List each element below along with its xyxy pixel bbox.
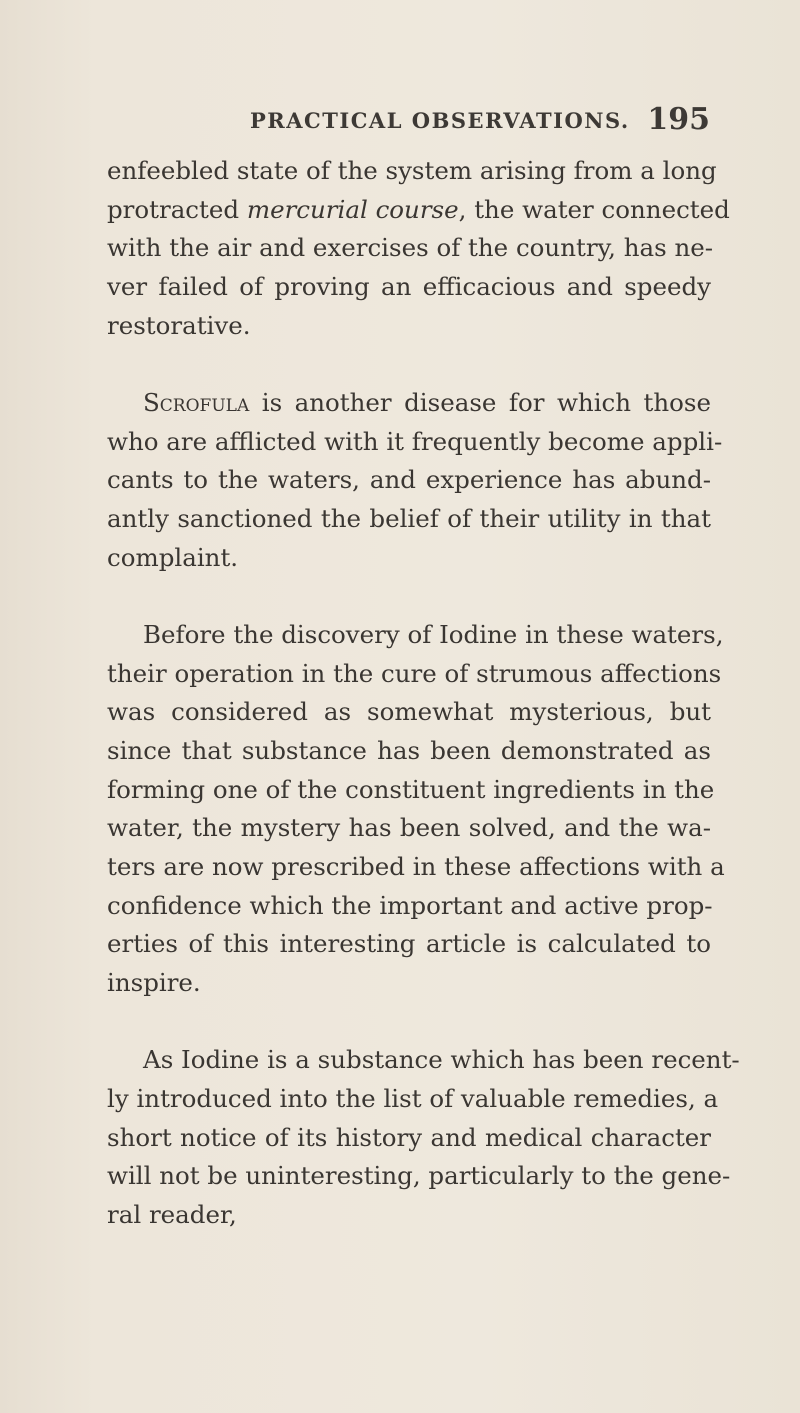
text-line: enfeebled state of the system arising from a long bbox=[107, 156, 717, 185]
text-line: will not be uninteresting, particularly to the gene- bbox=[107, 1161, 731, 1191]
text-line: inspire. bbox=[107, 968, 201, 998]
page-number: 195 bbox=[647, 102, 710, 137]
paragraph bbox=[107, 1041, 740, 1234]
paragraph bbox=[107, 384, 723, 577]
body-text bbox=[107, 152, 740, 1235]
text-line: cants to the waters, and experience has abund- bbox=[107, 465, 711, 495]
running-title: PRACTICAL OBSERVATIONS. bbox=[250, 108, 630, 133]
text-line: complaint. bbox=[107, 542, 239, 572]
text-run: , the water connected bbox=[458, 194, 730, 224]
paragraph bbox=[107, 616, 725, 1003]
text-line: ly introduced into the list of valuable remedies, a bbox=[107, 1083, 719, 1113]
text-line: confidence which the important and active prop- bbox=[107, 890, 713, 920]
text-line: who are afflicted with it frequently become appli- bbox=[107, 426, 723, 456]
text-line: As Iodine is a substance which has been recent- bbox=[143, 1045, 740, 1075]
text-line: ral reader, bbox=[107, 1200, 237, 1229]
text-line: erties of this interesting article is calculated to bbox=[107, 929, 711, 959]
text-line: since that substance has been demonstrated as bbox=[107, 735, 711, 765]
italic-run: mercurial course bbox=[246, 194, 459, 224]
text-line: restorative. bbox=[107, 310, 251, 340]
paragraph bbox=[107, 152, 730, 345]
text-line: water, the mystery has been solved, and the wa- bbox=[107, 813, 711, 843]
text-line: forming one of the constituent ingredients in the bbox=[107, 774, 715, 804]
text-line: Before the discovery of Iodine in these waters, bbox=[143, 619, 724, 649]
page-header bbox=[250, 102, 710, 142]
text-line: ters are now prescribed in these affections with a bbox=[107, 852, 725, 881]
text-run: protracted bbox=[107, 194, 247, 224]
text-line: with the air and exercises of the country, has ne- bbox=[107, 233, 714, 263]
text-line: antly sanctioned the belief of their utility in that bbox=[107, 504, 711, 533]
text-run: is another disease for which those bbox=[249, 387, 711, 417]
text-line: their operation in the cure of strumous affections bbox=[107, 658, 722, 688]
small-caps-run: Scrofula bbox=[143, 387, 250, 417]
text-line: short notice of its history and medical character bbox=[107, 1122, 711, 1152]
text-line bbox=[107, 191, 730, 230]
text-line bbox=[107, 384, 711, 423]
text-line: was considered as somewhat mysterious, but bbox=[107, 697, 711, 727]
text-line: ver failed of proving an efficacious and speedy bbox=[107, 272, 711, 302]
